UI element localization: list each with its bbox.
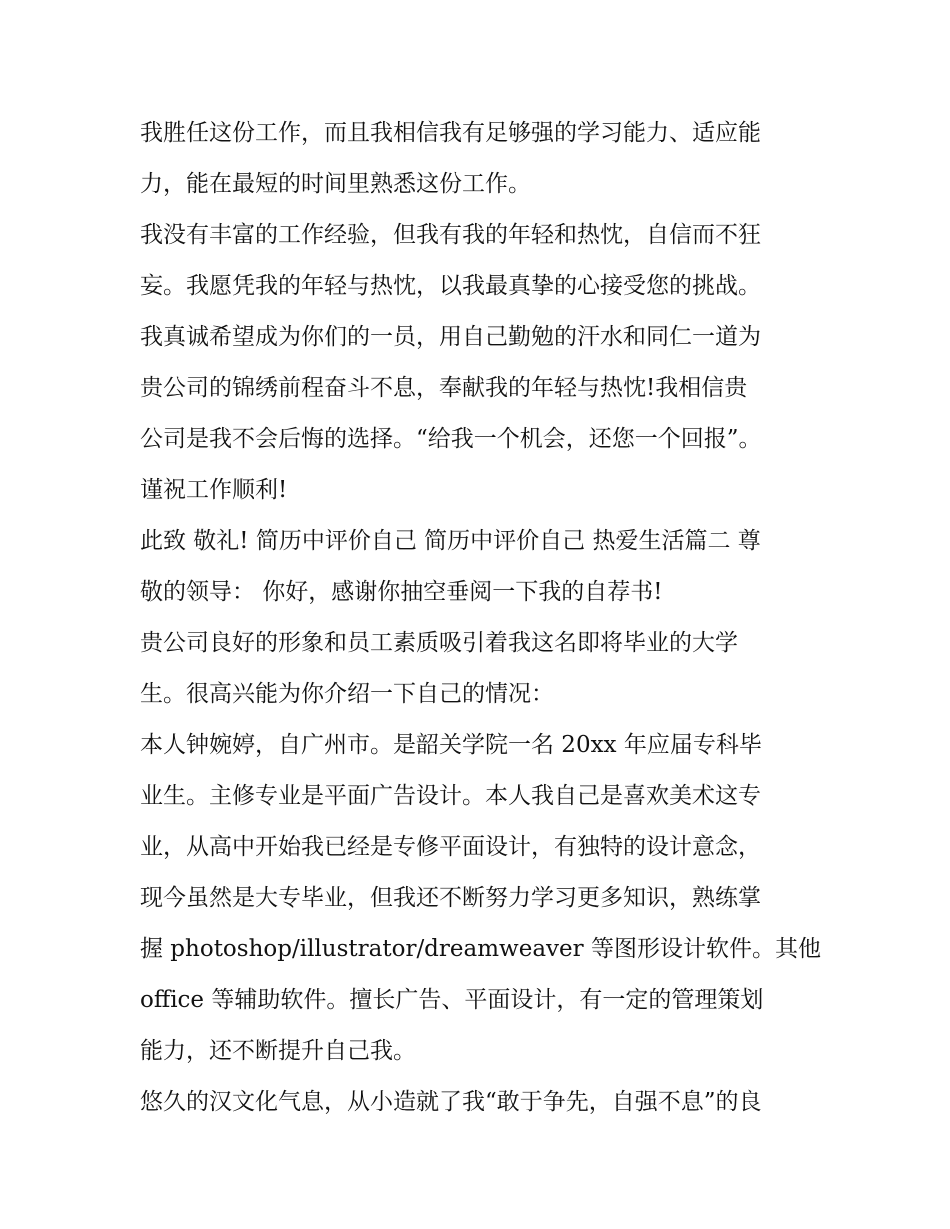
text-line: 我胜任这份工作，而且我相信我有足够强的学习能力、适应能 (140, 120, 761, 146)
text-line: 业生。主修专业是平面广告设计。本人我自己是喜欢美术这专 (140, 783, 761, 809)
paragraph-3 (140, 465, 820, 516)
text-line: 力，能在最短的时间里熟悉这份工作。 (140, 171, 531, 197)
text-line: 握 photoshop/illustrator/dreamweaver 等图形设计软件。其他 (140, 936, 821, 962)
text-line: 悠久的汉文化气息，从小造就了我“敢于争先，自强不息”的良 (140, 1089, 762, 1115)
text-line: 贵公司的锦绣前程奋斗不息，奉献我的年轻与热忱!我相信贵 (140, 375, 748, 401)
paragraph-7 (140, 1077, 820, 1128)
text-line: 敬的领导： 你好，感谢你抽空垂阅一下我的自荐书! (140, 579, 663, 605)
text-line: 此致 敬礼! 简历中评价自己 简历中评价自己 热爱生活篇二 尊 (140, 528, 761, 554)
text-line: 谨祝工作顺利! (140, 477, 288, 503)
text-line: 业，从高中开始我已经是专修平面设计，有独特的设计意念， (140, 834, 761, 860)
text-line: 本人钟婉婷，自广州市。是韶关学院一名 20xx 年应届专科毕 (140, 732, 762, 758)
paragraph-4 (140, 516, 820, 618)
text-line: 妄。我愿凭我的年轻与热忱，以我最真挚的心接受您的挑战。 (140, 273, 761, 299)
text-line: 生。很高兴能为你介绍一下自己的情况： (140, 681, 554, 707)
text-line: 能力，还不断提升自己我。 (140, 1038, 416, 1064)
text-line: 贵公司良好的形象和员工素质吸引着我这名即将毕业的大学 (140, 630, 738, 656)
paragraph-2 (140, 210, 820, 465)
text-line: 现今虽然是大专毕业，但我还不断努力学习更多知识，熟练掌 (140, 885, 761, 911)
paragraph-1 (140, 108, 820, 210)
text-line: 我真诚希望成为你们的一员，用自己勤勉的汗水和同仁一道为 (140, 324, 761, 350)
paragraph-5 (140, 618, 820, 720)
text-line: 公司是我不会后悔的选择。“给我一个机会，还您一个回报”。 (140, 426, 762, 452)
text-line: office 等辅助软件。擅长广告、平面设计，有一定的管理策划 (140, 987, 764, 1013)
paragraph-6 (140, 720, 820, 1077)
document-body (140, 108, 820, 1128)
text-line: 我没有丰富的工作经验，但我有我的年轻和热忱，自信而不狂 (140, 222, 761, 248)
